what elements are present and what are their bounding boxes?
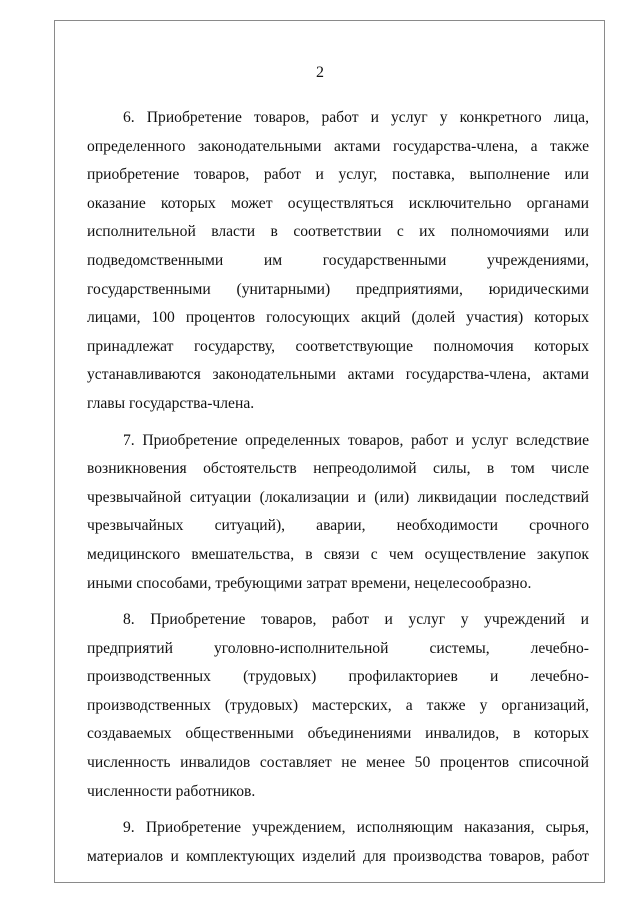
text-line: иными способами, требующими затрат времени, нецелесообразно. [87,574,532,592]
text-line: 7. Приобретение определенных товаров, работ и услуг вследствие [123,431,589,449]
text-line: 8. Приобретение товаров, работ и услуг у учреждений и [123,611,589,629]
text-line: чрезвычайной ситуации (локализации и (или) ликвидации последствий [87,488,589,506]
page-number: 2 [316,64,324,81]
text-line: оказание которых может осуществляться исключительно органами [87,194,589,212]
text-line: государственными (унитарными) предприятиями, юридическими [87,280,589,298]
text-line: возникновения обстоятельств непреодолимой силы, в том числе [87,460,589,478]
text-line: лицами, 100 процентов голосующих акций (долей участия) которых [87,309,589,327]
document-body [87,104,589,879]
paragraph-7 [87,427,589,599]
text-line: численности работников. [87,782,256,800]
paragraph-6 [87,104,589,419]
text-line: 6. Приобретение товаров, работ и услуг у конкретного лица, [123,109,589,126]
text-line: 9. Приобретение учреждением, исполняющим наказания, сырья, [123,819,589,837]
text-line: подведомственными им государственными учреждениями, [87,251,589,269]
text-line: медицинского вмешательства, в связи с чем осуществление закупок [87,545,589,563]
paragraph-9 [87,814,589,871]
text-line: устанавливаются законодательными актами государства-члена, актами [87,366,589,384]
text-line: исполнительной власти в соответствии с их полномочиями или [87,223,589,241]
text-line: приобретение товаров, работ и услуг, поставка, выполнение или [87,166,589,184]
text-line: создаваемых общественными объединениями инвалидов, в которых [87,725,589,743]
text-line: определенного законодательными актами государства-члена, а также [87,137,589,155]
text-line: принадлежат государству, соответствующие полномочия которых [87,337,589,355]
text-line: производственных (трудовых) мастерских, а также у организаций, [87,696,589,714]
text-line: главы государства-члена. [87,394,255,412]
text-line: чрезвычайных ситуаций), аварии, необходимости срочного [87,517,589,535]
text-line: производственных (трудовых) профилакториев и лечебно- [87,668,589,686]
paragraph-8 [87,606,589,806]
text-line: предприятий уголовно-исполнительной системы, лечебно- [87,639,589,657]
text-line: численность инвалидов составляет не менее 50 процентов списочной [87,754,589,772]
text-line: материалов и комплектующих изделий для производства товаров, работ [87,847,589,865]
